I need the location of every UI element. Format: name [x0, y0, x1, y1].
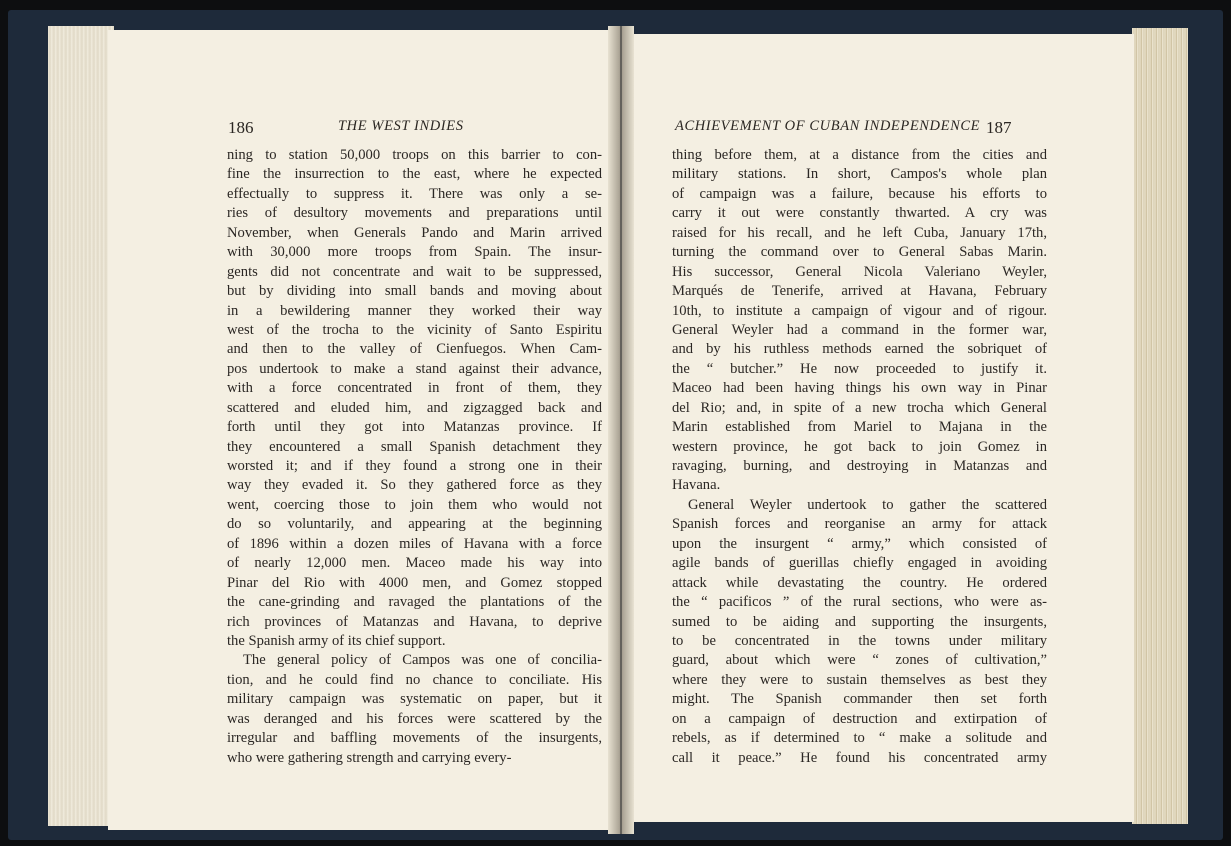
- text-line: of nearly 12,000 men. Maceo made his way into: [227, 555, 602, 572]
- text-line: went, coercing those to join them who would not: [227, 496, 602, 513]
- book-gutter: [608, 26, 634, 834]
- text-line: worsted it; and if they found a strong one in their: [227, 458, 602, 474]
- text-line: way they evaded it. So they gathered force as they: [227, 477, 602, 494]
- text-line: with a force concentrated in front of them, they: [227, 380, 602, 397]
- text-line: in a bewildering manner they worked their way: [227, 302, 602, 319]
- text-line: the “ butcher.” He now proceeded to justify it.: [672, 360, 1047, 377]
- text-line: the Spanish army of its chief support.: [227, 632, 446, 649]
- text-line: irregular and baffling movements of the insurgents,: [227, 730, 602, 747]
- text-line: sumed to be aiding and supporting the insurgents,: [672, 613, 1047, 630]
- text-line: fine the insurrection to the east, where he expected: [227, 166, 602, 183]
- text-line: do so voluntarily, and appearing at the beginning: [227, 516, 602, 533]
- text-line: military campaign was systematic on paper, but it: [227, 691, 602, 708]
- text-line: rebels, as if determined to “ make a solitude and: [672, 730, 1047, 747]
- text-line: Pinar del Rio with 4000 men, and Gomez stopped: [227, 574, 602, 591]
- text-line: attack while devastating the country. He ordered: [672, 574, 1047, 591]
- text-line: Marqués de Tenerife, arrived at Havana, February: [672, 283, 1047, 300]
- text-line: where they were to sustain themselves as best they: [672, 671, 1047, 688]
- text-line: Maceo had been having things his own way in Pinar: [672, 380, 1047, 397]
- text-line: agile bands of guerillas chiefly engaged in avoiding: [672, 555, 1047, 572]
- text-line: who were gathering strength and carrying every-: [227, 749, 512, 766]
- text-line: Havana.: [672, 477, 721, 494]
- text-line: western province, he got back to join Gomez in: [672, 438, 1047, 455]
- text-line: The general policy of Campos was one of concilia-: [243, 652, 602, 669]
- text-line: on a campaign of destruction and extirpation of: [672, 710, 1047, 727]
- text-line: and by his ruthless methods earned the sobriquet of: [672, 341, 1047, 358]
- text-line: General Weyler had a command in the former war,: [672, 321, 1047, 338]
- text-line: west of the trocha to the vicinity of Santo Espiritu: [227, 321, 602, 338]
- text-line: might. The Spanish commander then set forth: [672, 691, 1047, 708]
- text-line: Spanish forces and reorganise an army for attack: [672, 516, 1047, 533]
- text-line: 10th, to institute a campaign of vigour and of rigour.: [672, 302, 1047, 319]
- text-line: del Rio; and, in spite of a new trocha which General: [672, 399, 1047, 416]
- text-line: General Weyler undertook to gather the scattered: [688, 496, 1047, 513]
- text-line: of campaign was a failure, because his efforts to: [672, 185, 1047, 202]
- text-line: Marin established from Mariel to Majana in the: [672, 419, 1047, 436]
- text-line: effectually to suppress it. There was only a se-: [227, 185, 602, 202]
- text-line: to be concentrated in the towns under military: [672, 632, 1047, 649]
- text-line: was deranged and his forces were scattered by the: [227, 710, 602, 727]
- text-line: tion, and he could find no chance to conciliate. His: [227, 671, 602, 688]
- text-line: with 30,000 more troops from Spain. The insur-: [227, 244, 602, 261]
- left-page-number: 186: [228, 118, 254, 137]
- text-line: turning the command over to General Sabas Marin.: [672, 244, 1047, 261]
- left-page-edges: [48, 26, 114, 826]
- left-body-text: [227, 146, 602, 768]
- text-line: the “ pacificos ” of the rural sections, who were as-: [672, 594, 1047, 611]
- right-body-text: [672, 146, 1047, 768]
- text-line: of 1896 within a dozen miles of Havana with a force: [227, 535, 602, 552]
- text-line: raised for his recall, and he left Cuba, January 17th,: [672, 224, 1047, 241]
- text-line: thing before them, at a distance from the cities and: [672, 147, 1047, 163]
- text-line: call it peace.” He found his concentrated army: [672, 749, 1047, 766]
- text-line: military stations. In short, Campos's whole plan: [672, 166, 1047, 183]
- text-line: ries of desultory movements and preparations until: [227, 205, 602, 222]
- text-line: scattered and eluded him, and zigzagged back and: [227, 399, 602, 416]
- text-line: upon the insurgent “ army,” which consisted of: [672, 535, 1047, 552]
- text-line: His successor, General Nicola Valeriano Weyler,: [672, 263, 1047, 280]
- right-page-number: 187: [986, 118, 1012, 137]
- right-running-head: ACHIEVEMENT OF CUBAN INDEPENDENCE: [675, 118, 981, 134]
- text-line: but by dividing into small bands and moving about: [227, 283, 602, 300]
- text-line: November, when Generals Pando and Marin arrived: [227, 224, 602, 241]
- text-line: rich provinces of Matanzas and Havana, to deprive: [227, 613, 602, 630]
- text-line: ravaging, burning, and destroying in Matanzas and: [672, 458, 1047, 474]
- text-line: the cane-grinding and ravaged the plantations of the: [227, 594, 602, 611]
- text-line: gents did not concentrate and wait to be suppressed,: [227, 263, 602, 280]
- right-page-edges: [1132, 28, 1188, 824]
- text-line: pos undertook to make a stand against their advance,: [227, 360, 602, 377]
- text-line: guard, about which were “ zones of cultivation,”: [672, 652, 1047, 669]
- text-line: and then to the valley of Cienfuegos. When Cam-: [227, 341, 602, 358]
- left-running-head: THE WEST INDIES: [338, 118, 464, 134]
- text-line: forth until they got into Matanzas province. If: [227, 419, 602, 436]
- text-line: they encountered a small Spanish detachment they: [227, 438, 602, 455]
- text-line: ning to station 50,000 troops on this barrier to con-: [227, 147, 602, 163]
- text-line: carry it out were constantly thwarted. A cry was: [672, 205, 1047, 222]
